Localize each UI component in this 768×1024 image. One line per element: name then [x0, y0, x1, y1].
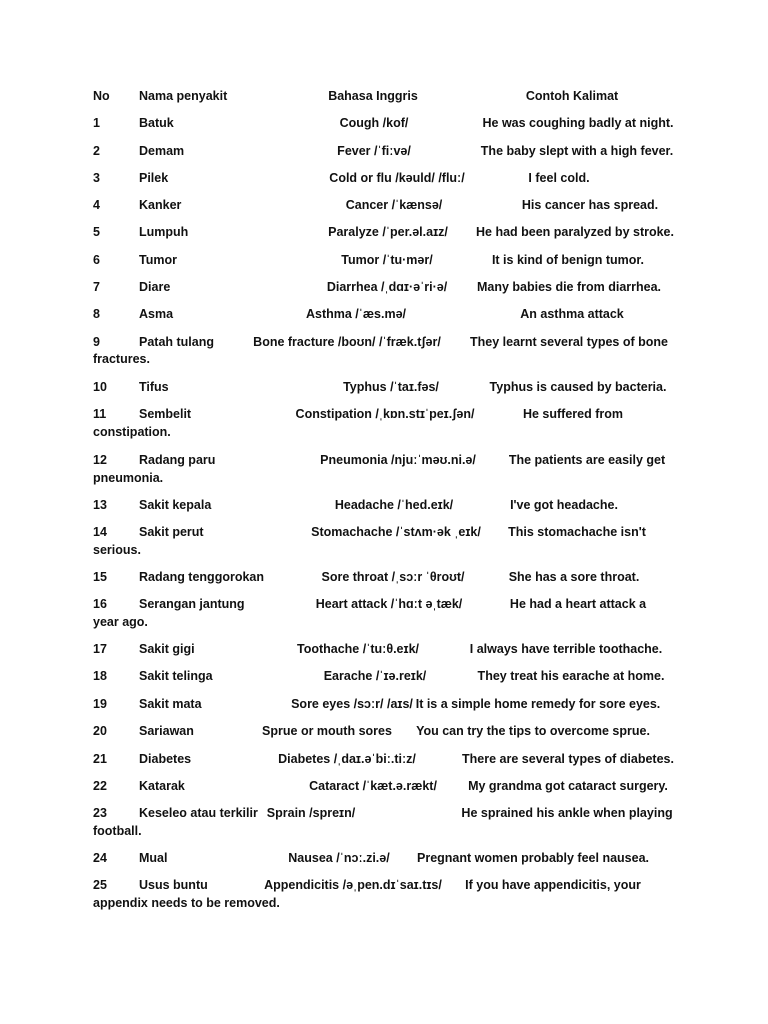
- disease-name-en: Nausea /ˈnɔː.zi.ə/: [288, 851, 390, 865]
- row-number: 8: [93, 307, 100, 321]
- table-row: [0, 876, 768, 894]
- example-sentence-continuation: pneumonia.: [93, 471, 164, 485]
- table-row: [0, 568, 768, 586]
- header-bahasa-inggris: Bahasa Inggris: [328, 89, 418, 103]
- table-row: [0, 595, 768, 613]
- example-sentence: It is kind of benign tumor.: [491, 253, 645, 267]
- disease-name-en: Paralyze /ˈper.əl.aɪz/: [328, 225, 448, 239]
- row-number: 21: [93, 752, 107, 766]
- example-sentence-continuation: serious.: [93, 543, 141, 557]
- disease-name-en: Pneumonia /njuːˈməʊ.ni.ə/: [320, 453, 476, 467]
- table-row: [0, 169, 768, 187]
- disease-name-id: Diare: [139, 280, 171, 294]
- row-number: 7: [93, 280, 100, 294]
- row-number: 3: [93, 171, 100, 185]
- example-sentence: If you have appendicitis, your: [465, 878, 641, 892]
- header-no: No: [93, 89, 110, 103]
- disease-name-en: Sprue or mouth sores: [262, 724, 392, 738]
- row-number: 14: [93, 525, 107, 539]
- row-number: 2: [93, 144, 100, 158]
- disease-name-id: Lumpuh: [139, 225, 189, 239]
- table-row: [0, 523, 768, 541]
- example-sentence-continuation: fractures.: [93, 352, 150, 366]
- table-row: [0, 333, 768, 351]
- example-sentence: An asthma attack: [520, 307, 624, 321]
- table-row: [0, 750, 768, 768]
- example-sentence: This stomachache isn't: [508, 525, 646, 539]
- row-number: 18: [93, 669, 107, 683]
- disease-name-id: Sakit perut: [139, 525, 204, 539]
- disease-name-id: Sakit telinga: [139, 669, 213, 683]
- row-number: 1: [93, 116, 100, 130]
- disease-name-en: Typhus /ˈtaɪ.fəs/: [343, 380, 439, 394]
- table-row: [0, 305, 768, 323]
- table-row: [0, 251, 768, 269]
- table-row: [0, 278, 768, 296]
- row-number: 6: [93, 253, 100, 267]
- disease-name-id: Pilek: [139, 171, 169, 185]
- row-number: 9: [93, 335, 100, 349]
- row-number: 16: [93, 597, 107, 611]
- example-sentence: My grandma got cataract surgery.: [468, 779, 668, 793]
- example-sentence: I feel cold.: [528, 171, 590, 185]
- row-number: 24: [93, 851, 107, 865]
- table-row: [0, 451, 768, 469]
- disease-name-id: Asma: [139, 307, 174, 321]
- disease-name-id: Batuk: [139, 116, 174, 130]
- example-sentence: He suffered from: [522, 407, 624, 421]
- disease-name-en: Cancer /ˈkænsə/: [345, 198, 443, 212]
- disease-name-id: Radang tenggorokan: [139, 570, 265, 584]
- table-row: [0, 405, 768, 423]
- row-number: 4: [93, 198, 100, 212]
- disease-name-en: Sprain /spreɪn/: [266, 806, 356, 820]
- example-sentence: Pregnant women probably feel nausea.: [416, 851, 650, 865]
- disease-name-en: Cold or flu /kəuld/ /fluː/: [329, 171, 465, 185]
- example-sentence-continuation: year ago.: [93, 615, 148, 629]
- row-number: 17: [93, 642, 107, 656]
- disease-name-id: Kanker: [139, 198, 182, 212]
- example-sentence: Many babies die from diarrhea.: [476, 280, 662, 294]
- example-sentence: They treat his earache at home.: [477, 669, 665, 683]
- header-contoh-kalimat: Contoh Kalimat: [525, 89, 619, 103]
- disease-name-en: Diarrhea /ˌdɑɪ·əˈri·ə/: [326, 280, 448, 294]
- table-row: [0, 378, 768, 396]
- disease-name-id: Usus buntu: [139, 878, 208, 892]
- disease-name-id: Sakit mata: [139, 697, 202, 711]
- table-row: [0, 223, 768, 241]
- disease-name-en: Cough /kof/: [339, 116, 409, 130]
- example-sentence: He was coughing badly at night.: [482, 116, 674, 130]
- example-sentence-continuation: appendix needs to be removed.: [93, 896, 280, 910]
- row-number: 13: [93, 498, 107, 512]
- table-row: [0, 804, 768, 822]
- disease-name-id: Sakit kepala: [139, 498, 212, 512]
- table-row: [0, 722, 768, 740]
- disease-name-id: Tifus: [139, 380, 169, 394]
- example-sentence: His cancer has spread.: [521, 198, 659, 212]
- table-row: [0, 849, 768, 867]
- disease-name-en: Earache /ˈɪə.reɪk/: [323, 669, 427, 683]
- disease-name-id: Demam: [139, 144, 185, 158]
- disease-name-id: Patah tulang: [139, 335, 215, 349]
- table-row: [0, 496, 768, 514]
- disease-name-en: Asthma /ˈæs.mə/: [305, 307, 407, 321]
- example-sentence: The baby slept with a high fever.: [480, 144, 674, 158]
- table-row: [0, 196, 768, 214]
- row-number: 22: [93, 779, 107, 793]
- header-nama-penyakit: Nama penyakit: [139, 89, 228, 103]
- disease-name-id: Sembelit: [139, 407, 192, 421]
- disease-name-en: Toothache /ˈtuːθ.eɪk/: [296, 642, 420, 656]
- table-row: [0, 114, 768, 132]
- example-sentence: You can try the tips to overcome sprue.: [416, 724, 650, 738]
- disease-name-en: Heart attack /ˈhɑːt əˌtæk/: [315, 597, 463, 611]
- row-number: 10: [93, 380, 107, 394]
- disease-name-en: Appendicitis /əˌpen.dɪˈsaɪ.tɪs/: [264, 878, 442, 892]
- disease-name-id: Katarak: [139, 779, 185, 793]
- example-sentence: She has a sore throat.: [508, 570, 640, 584]
- example-sentence: I've got headache.: [510, 498, 618, 512]
- disease-name-en: Sore throat /ˌsɔːr ˈθroʊt/: [321, 570, 465, 584]
- row-number: 23: [93, 806, 107, 820]
- disease-name-id: Keseleo atau terkilir: [139, 806, 258, 820]
- example-sentence: It is a simple home remedy for sore eyes.: [415, 697, 661, 711]
- table-row: [0, 777, 768, 795]
- disease-name-id: Serangan jantung: [139, 597, 245, 611]
- disease-name-en: Fever /ˈfiːvə/: [337, 144, 411, 158]
- disease-name-en: Sore eyes /sɔːr/ /aɪs/: [291, 697, 413, 711]
- disease-name-id: Mual: [139, 851, 168, 865]
- disease-name-id: Diabetes: [139, 752, 192, 766]
- table-row: [0, 640, 768, 658]
- row-number: 5: [93, 225, 100, 239]
- disease-name-en: Stomachache /ˈstʌm·ək ˌeɪk/: [311, 525, 481, 539]
- disease-name-id: Radang paru: [139, 453, 216, 467]
- table-header: [0, 87, 768, 105]
- disease-name-id: Tumor: [139, 253, 177, 267]
- row-number: 25: [93, 878, 107, 892]
- example-sentence: Typhus is caused by bacteria.: [489, 380, 667, 394]
- row-number: 12: [93, 453, 107, 467]
- disease-name-en: Bone fracture /boʊn/ /ˈfræk.tʃər/: [253, 335, 441, 349]
- disease-name-en: Diabetes /ˌdaɪ.əˈbiː.tiːz/: [278, 752, 416, 766]
- disease-name-en: Tumor /ˈtu·mər/: [341, 253, 433, 267]
- row-number: 15: [93, 570, 107, 584]
- example-sentence: He sprained his ankle when playing: [461, 806, 673, 820]
- example-sentence-continuation: constipation.: [93, 425, 171, 439]
- disease-name-id: Sariawan: [139, 724, 194, 738]
- disease-name-en: Cataract /ˈkæt.ə.rækt/: [309, 779, 437, 793]
- row-number: 20: [93, 724, 107, 738]
- disease-name-en: Constipation /ˌkɒn.stɪˈpeɪ.ʃən/: [295, 407, 475, 421]
- disease-name-en: Headache /ˈhed.eɪk/: [334, 498, 454, 512]
- row-number: 19: [93, 697, 107, 711]
- example-sentence: There are several types of diabetes.: [462, 752, 674, 766]
- example-sentence: They learnt several types of bone: [470, 335, 668, 349]
- example-sentence-continuation: football.: [93, 824, 142, 838]
- example-sentence: He had been paralyzed by stroke.: [476, 225, 674, 239]
- disease-name-id: Sakit gigi: [139, 642, 195, 656]
- example-sentence: He had a heart attack a: [509, 597, 647, 611]
- table-row: [0, 695, 768, 713]
- example-sentence: I always have terrible toothache.: [469, 642, 663, 656]
- example-sentence: The patients are easily get: [508, 453, 666, 467]
- row-number: 11: [93, 407, 107, 421]
- table-row: [0, 142, 768, 160]
- table-row: [0, 667, 768, 685]
